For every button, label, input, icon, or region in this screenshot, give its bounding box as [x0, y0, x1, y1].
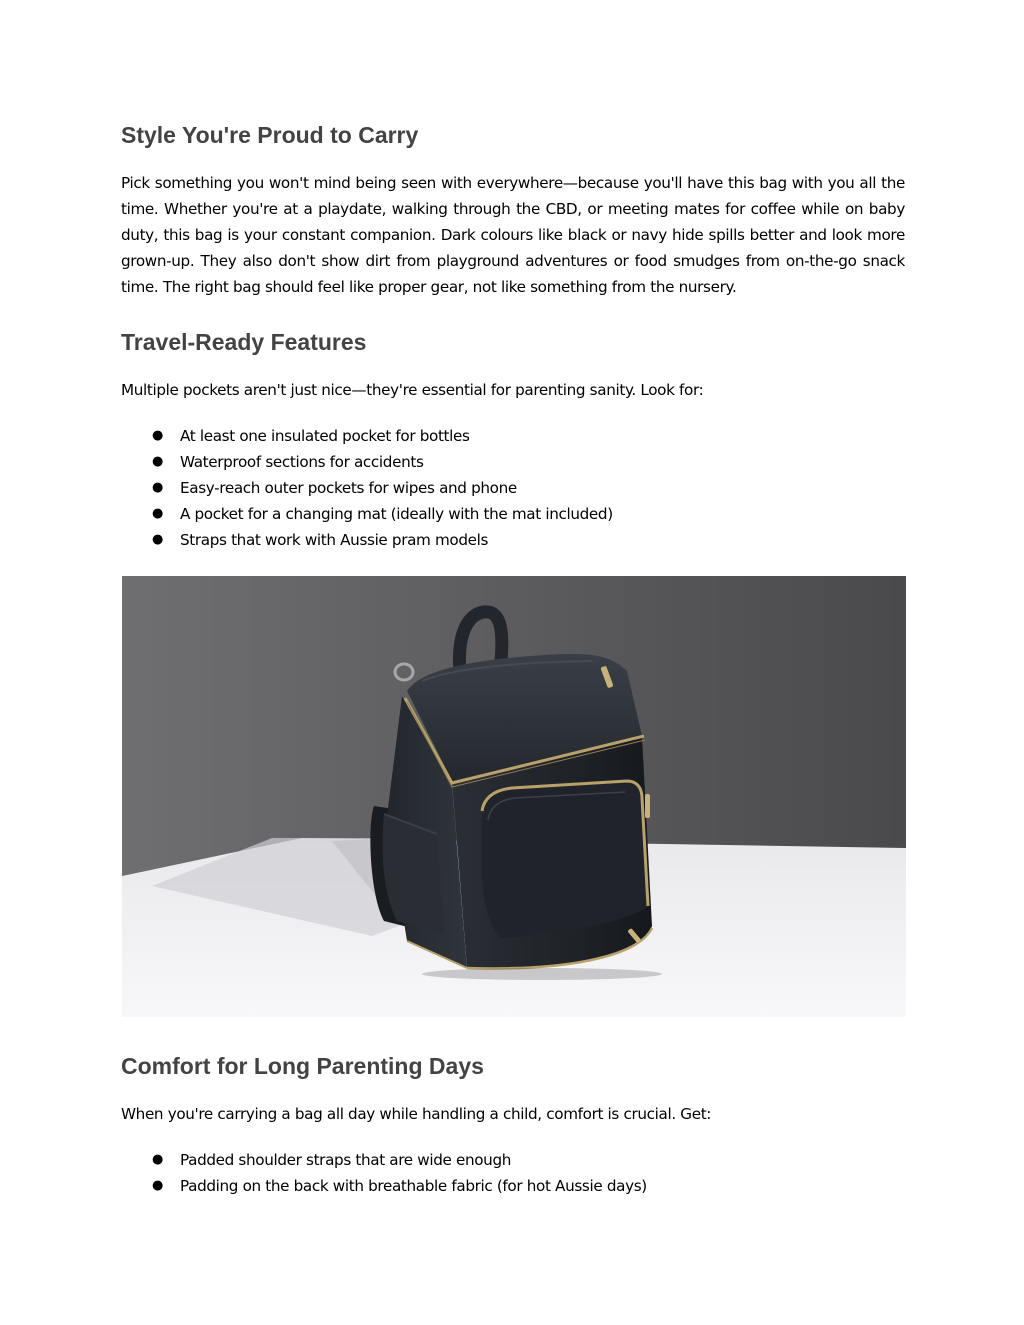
- paragraph-travel-ready: Multiple pockets aren't just nice—they're essential for parenting sanity. Look for:: [121, 381, 704, 399]
- list-item: ● At least one insulated pocket for bottles: [121, 423, 905, 449]
- list-item: ● Padded shoulder straps that are wide enough: [121, 1147, 905, 1173]
- comfort-features-list: [121, 1147, 905, 1199]
- list-item: ● Easy-reach outer pockets for wipes and phone: [121, 475, 905, 501]
- bullet-icon: ●: [152, 1152, 163, 1167]
- list-item: ● Straps that work with Aussie pram models: [121, 527, 905, 553]
- list-item: ● A pocket for a changing mat (ideally with the mat included): [121, 501, 905, 527]
- heading-style: Style You're Proud to Carry: [121, 122, 419, 148]
- bullet-icon: ●: [152, 480, 163, 495]
- paragraph-style: Pick something you won't mind being seen with everywhere—because you'll have this bag with you all the time. Whether you're at a playdate, walking through the CBD, or meeting mates for coffee while on baby duty, this bag is your constant companion. Dark colours like black or navy hide spills better and look more grown-up. They also don't show dirt from playground adventures or food smudges from on-the-go snack time. The right bag should feel like proper gear, not like something from the nursery.: [121, 174, 905, 296]
- list-item: ● Waterproof sections for accidents: [121, 449, 905, 475]
- heading-comfort: Comfort for Long Parenting Days: [121, 1053, 484, 1079]
- heading-travel-ready: Travel-Ready Features: [121, 329, 367, 355]
- bullet-icon: ●: [152, 454, 163, 469]
- travel-features-list: [121, 423, 905, 553]
- bullet-icon: ●: [152, 428, 163, 443]
- bullet-icon: ●: [152, 506, 163, 521]
- bullet-icon: ●: [152, 1178, 163, 1193]
- bullet-icon: ●: [152, 532, 163, 547]
- backpack-photo: [122, 576, 906, 1017]
- list-item: ● Padding on the back with breathable fabric (for hot Aussie days): [121, 1173, 905, 1199]
- paragraph-comfort: When you're carrying a bag all day while handling a child, comfort is crucial. Get:: [121, 1105, 712, 1123]
